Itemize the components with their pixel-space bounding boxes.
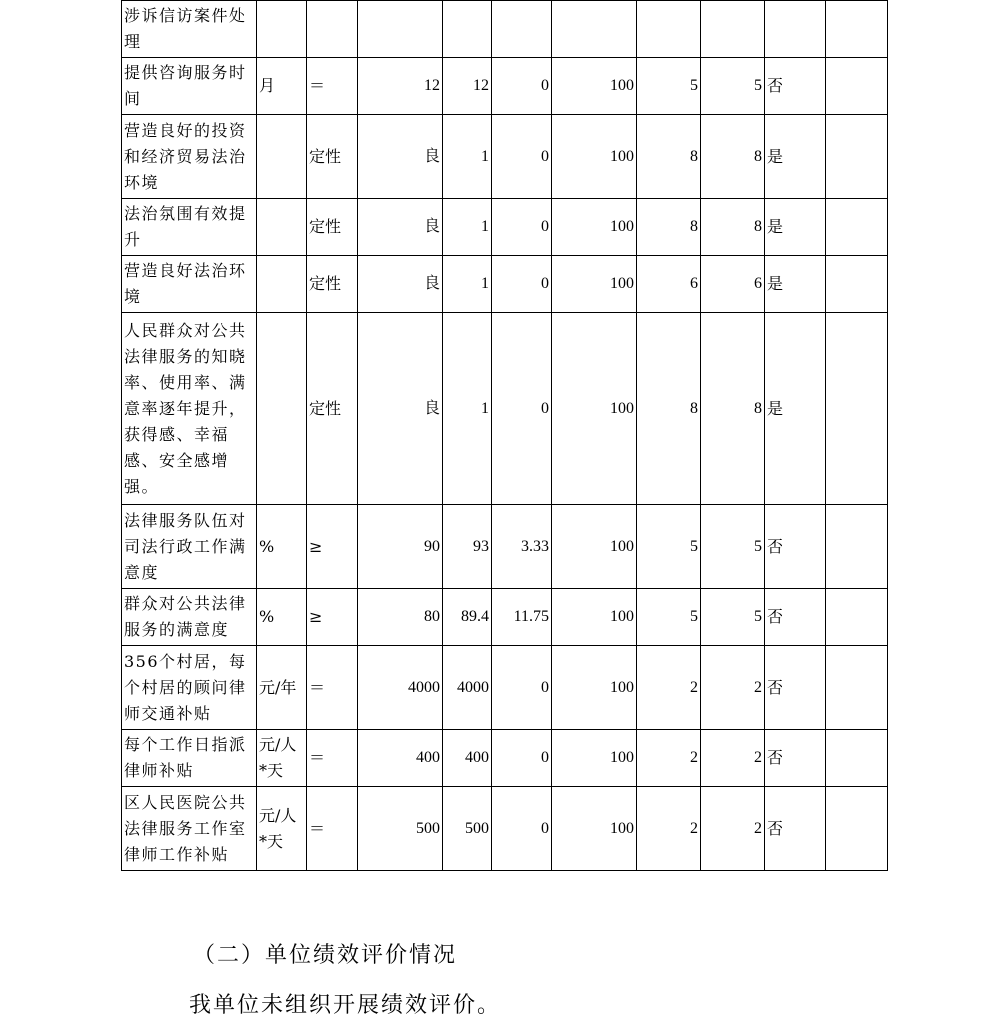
table-row [122,505,888,589]
table-row [122,646,888,730]
score-cell [637,1,701,58]
flag-cell: 是 [765,256,826,313]
weight-cell: 100 [552,58,637,115]
actual-value-cell: 89.4 [443,589,492,646]
flag-cell [765,1,826,58]
final-score-cell: 8 [701,313,765,505]
operator-cell: ＝ [307,58,358,115]
indicator-name-cell: 法律服务队伍对司法行政工作满意度 [122,505,257,589]
weight-cell: 100 [552,589,637,646]
flag-cell: 否 [765,58,826,115]
note-cell [826,787,888,871]
unit-cell: % [257,589,307,646]
target-value-cell: 500 [358,787,443,871]
operator-cell: ≥ [307,505,358,589]
unit-cell [257,115,307,199]
weight-cell: 100 [552,199,637,256]
actual-value-cell: 12 [443,58,492,115]
actual-value-cell: 500 [443,787,492,871]
deviation-cell: 3.33 [492,505,552,589]
deviation-cell: 0 [492,313,552,505]
weight-cell: 100 [552,115,637,199]
section-body: 我单位未组织开展绩效评价。 [189,993,502,1018]
deviation-cell [492,1,552,58]
actual-value-cell: 93 [443,505,492,589]
operator-cell: 定性 [307,313,358,505]
unit-cell: 元/年 [257,646,307,730]
final-score-cell: 2 [701,646,765,730]
note-cell [826,730,888,787]
score-cell: 5 [637,505,701,589]
indicator-name-cell: 区人民医院公共法律服务工作室律师工作补贴 [122,787,257,871]
note-cell [826,256,888,313]
target-value-cell: 12 [358,58,443,115]
operator-cell: ＝ [307,646,358,730]
deviation-cell: 0 [492,646,552,730]
flag-cell: 是 [765,115,826,199]
indicator-name-cell: 营造良好的投资和经济贸易法治环境 [122,115,257,199]
score-cell: 8 [637,313,701,505]
final-score-cell: 8 [701,115,765,199]
table-row [122,58,888,115]
operator-cell: ＝ [307,730,358,787]
indicator-name-cell: 涉诉信访案件处理 [122,1,257,58]
unit-cell: % [257,505,307,589]
score-cell: 2 [637,646,701,730]
indicator-name-cell: 人民群众对公共法律服务的知晓率、使用率、满意率逐年提升，获得感、幸福感、安全感增强。 [122,313,257,505]
table-row [122,787,888,871]
weight-cell: 100 [552,313,637,505]
indicator-name-cell: 提供咨询服务时间 [122,58,257,115]
operator-cell: ≥ [307,589,358,646]
score-cell: 2 [637,730,701,787]
actual-value-cell: 1 [443,256,492,313]
operator-cell: 定性 [307,199,358,256]
flag-cell: 否 [765,589,826,646]
final-score-cell [701,1,765,58]
score-cell: 6 [637,256,701,313]
flag-cell: 否 [765,505,826,589]
target-value-cell: 良 [358,115,443,199]
deviation-cell: 0 [492,730,552,787]
unit-cell [257,1,307,58]
table-row [122,115,888,199]
unit-cell [257,199,307,256]
flag-cell: 否 [765,730,826,787]
actual-value-cell [443,1,492,58]
target-value-cell: 良 [358,256,443,313]
actual-value-cell: 1 [443,115,492,199]
unit-cell [257,313,307,505]
note-cell [826,58,888,115]
weight-cell: 100 [552,787,637,871]
note-cell [826,646,888,730]
indicator-name-cell: 每个工作日指派律师补贴 [122,730,257,787]
deviation-cell: 11.75 [492,589,552,646]
final-score-cell: 8 [701,199,765,256]
flag-cell: 是 [765,313,826,505]
note-cell [826,589,888,646]
unit-cell [257,256,307,313]
table-row [122,589,888,646]
actual-value-cell: 1 [443,313,492,505]
note-cell [826,313,888,505]
actual-value-cell: 1 [443,199,492,256]
deviation-cell: 0 [492,115,552,199]
score-cell: 5 [637,58,701,115]
performance-table [121,0,888,871]
unit-cell: 元/人*天 [257,787,307,871]
table-row [122,313,888,505]
indicator-name-cell: 群众对公共法律服务的满意度 [122,589,257,646]
target-value-cell: 400 [358,730,443,787]
operator-cell: ＝ [307,787,358,871]
note-cell [826,115,888,199]
deviation-cell: 0 [492,787,552,871]
final-score-cell: 5 [701,505,765,589]
operator-cell: 定性 [307,115,358,199]
indicator-name-cell: 356个村居，每个村居的顾问律师交通补贴 [122,646,257,730]
weight-cell: 100 [552,505,637,589]
flag-cell: 否 [765,787,826,871]
weight-cell: 100 [552,256,637,313]
final-score-cell: 6 [701,256,765,313]
target-value-cell [358,1,443,58]
target-value-cell: 良 [358,199,443,256]
weight-cell [552,1,637,58]
score-cell: 8 [637,199,701,256]
unit-cell: 月 [257,58,307,115]
final-score-cell: 2 [701,730,765,787]
indicator-name-cell: 法治氛围有效提升 [122,199,257,256]
deviation-cell: 0 [492,256,552,313]
operator-cell [307,1,358,58]
table-row [122,256,888,313]
table-row [122,199,888,256]
actual-value-cell: 4000 [443,646,492,730]
final-score-cell: 5 [701,58,765,115]
note-cell [826,1,888,58]
score-cell: 2 [637,787,701,871]
deviation-cell: 0 [492,58,552,115]
deviation-cell: 0 [492,199,552,256]
indicator-name-cell: 营造良好法治环境 [122,256,257,313]
target-value-cell: 80 [358,589,443,646]
weight-cell: 100 [552,646,637,730]
flag-cell: 否 [765,646,826,730]
note-cell [826,199,888,256]
target-value-cell: 良 [358,313,443,505]
final-score-cell: 5 [701,589,765,646]
actual-value-cell: 400 [443,730,492,787]
final-score-cell: 2 [701,787,765,871]
target-value-cell: 90 [358,505,443,589]
unit-cell: 元/人*天 [257,730,307,787]
weight-cell: 100 [552,730,637,787]
target-value-cell: 4000 [358,646,443,730]
flag-cell: 是 [765,199,826,256]
note-cell [826,505,888,589]
table-row [122,1,888,58]
operator-cell: 定性 [307,256,358,313]
table-row [122,730,888,787]
score-cell: 5 [637,589,701,646]
section-title: （二）单位绩效评价情况 [193,943,458,968]
score-cell: 8 [637,115,701,199]
